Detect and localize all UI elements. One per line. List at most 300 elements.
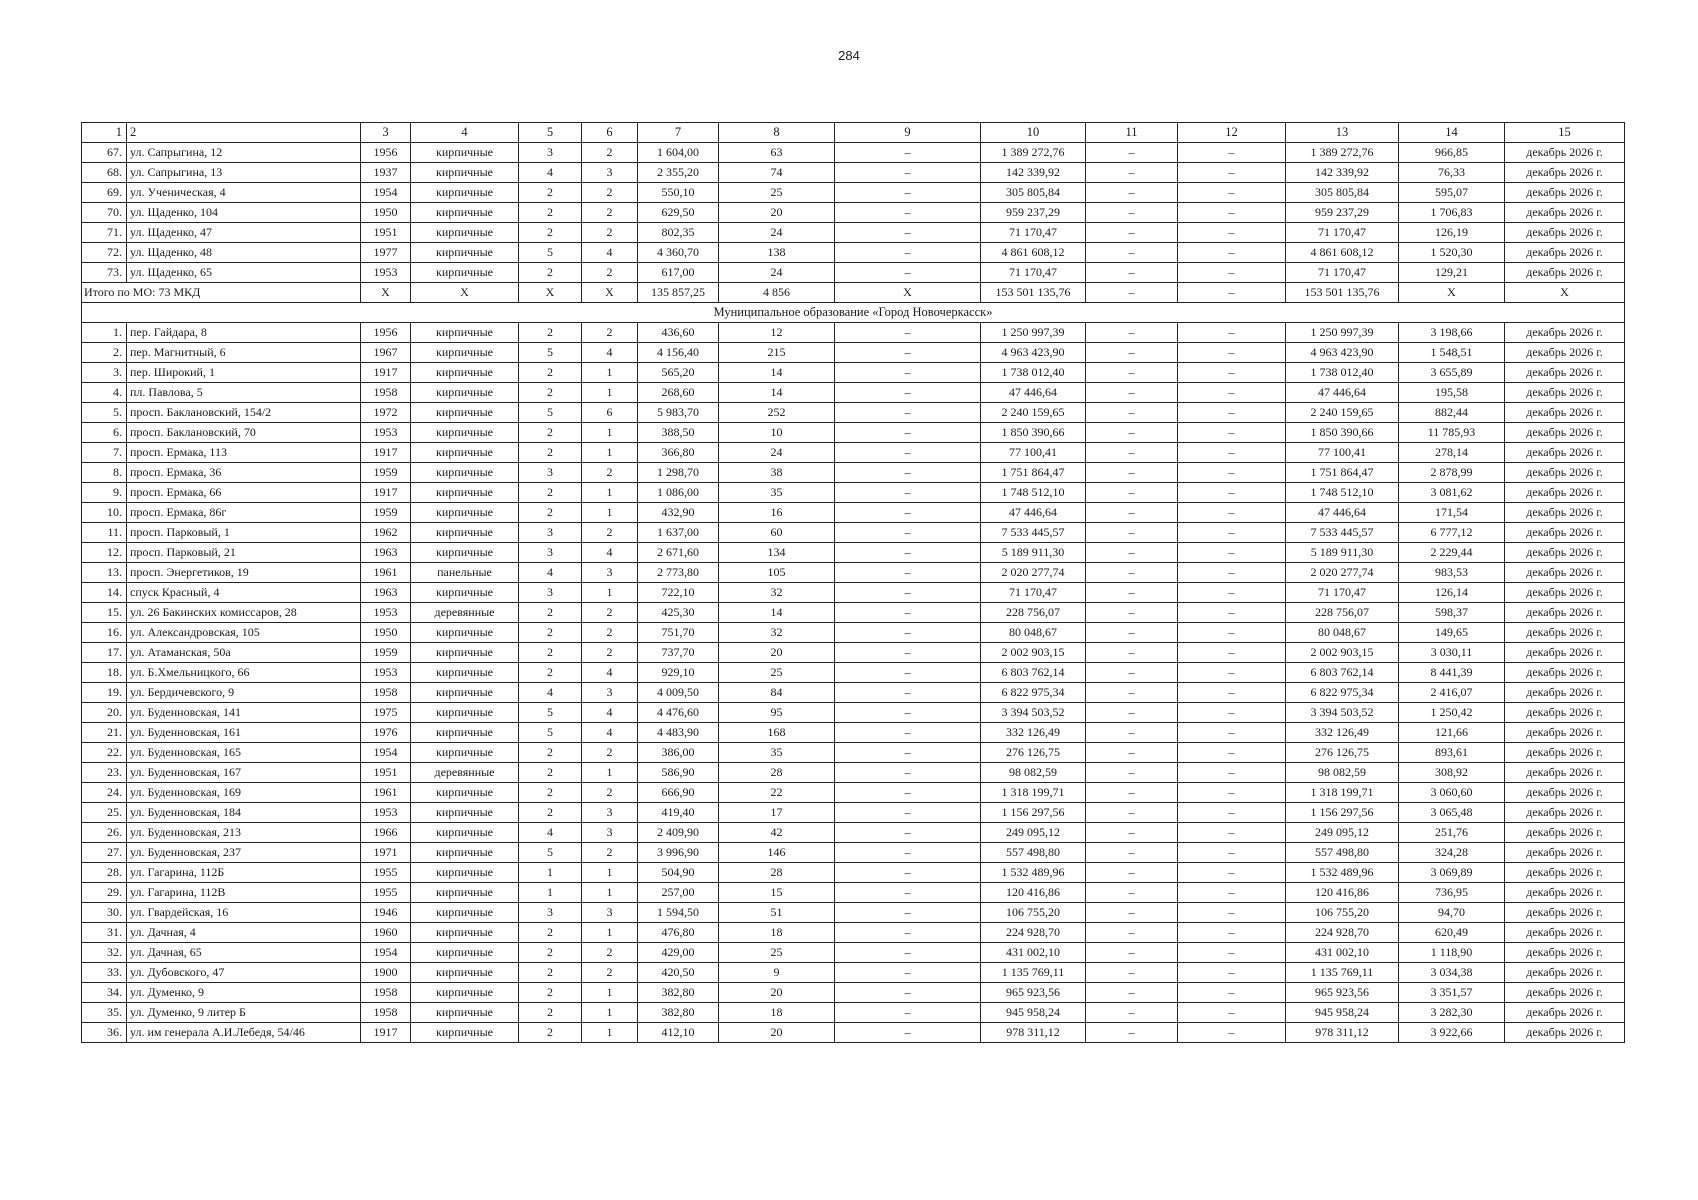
table-cell-col-1: 33. [82, 963, 127, 983]
table-cell-col-9: – [835, 623, 981, 643]
table-cell-col-6: 6 [582, 123, 638, 143]
table-cell-col-14: 620,49 [1399, 923, 1505, 943]
table-cell-col-11: – [1086, 803, 1178, 823]
table-row [82, 943, 1625, 963]
table-cell-col-5: 5 [519, 703, 582, 723]
table-cell-col-4: кирпичные [411, 523, 519, 543]
table-cell-col-14: 126,14 [1399, 583, 1505, 603]
table-cell-col-15: декабрь 2026 г. [1505, 163, 1625, 183]
table-cell-col-4: кирпичные [411, 243, 519, 263]
housing-registry-table [81, 122, 1625, 1043]
table-cell-col-6: 4 [582, 703, 638, 723]
table-cell-col-15: декабрь 2026 г. [1505, 463, 1625, 483]
table-cell-col-10: 305 805,84 [981, 183, 1086, 203]
table-cell-col-14: 121,66 [1399, 723, 1505, 743]
table-cell-col-9: 9 [835, 123, 981, 143]
table-cell-col-9: – [835, 163, 981, 183]
table-cell-col-4: кирпичные [411, 143, 519, 163]
table-cell-col-6: 2 [582, 623, 638, 643]
table-cell-col-7: 2 355,20 [638, 163, 719, 183]
table-cell-col-3: 1959 [361, 643, 411, 663]
table-cell-col-13: 965 923,56 [1286, 983, 1399, 1003]
table-cell-col-10: 332 126,49 [981, 723, 1086, 743]
table-cell-col-8: 51 [719, 903, 835, 923]
table-cell-col-14: 1 520,30 [1399, 243, 1505, 263]
table-cell-col-1: 23. [82, 763, 127, 783]
table-cell-col-12: – [1178, 163, 1286, 183]
table-cell-col-7: 382,80 [638, 1003, 719, 1023]
table-cell-col-13: 71 170,47 [1286, 583, 1399, 603]
table-cell-col-8: 35 [719, 483, 835, 503]
table-row [82, 603, 1625, 623]
table-row [82, 243, 1625, 263]
table-cell-col-4: кирпичные [411, 703, 519, 723]
table-cell-col-3: 1959 [361, 503, 411, 523]
table-cell-col-6: 4 [582, 243, 638, 263]
table-cell-col-1: 22. [82, 743, 127, 763]
table-cell-col-6: 1 [582, 363, 638, 383]
table-cell-col-5: 4 [519, 163, 582, 183]
table-cell-col-11: – [1086, 403, 1178, 423]
table-cell-col-3: 1963 [361, 583, 411, 603]
table-cell-col-6: 1 [582, 923, 638, 943]
table-cell-col-13: 276 126,75 [1286, 743, 1399, 763]
table-cell-col-8: 25 [719, 663, 835, 683]
table-cell-col-13: 959 237,29 [1286, 203, 1399, 223]
table-cell-col-3: 1950 [361, 203, 411, 223]
table-cell-col-9: – [835, 883, 981, 903]
table-cell-col-10: 77 100,41 [981, 443, 1086, 463]
table-cell-col-3: 1953 [361, 423, 411, 443]
table-cell-col-11: – [1086, 703, 1178, 723]
table-row [82, 783, 1625, 803]
table-cell-col-2: ул. Б.Хмельницкого, 66 [127, 663, 361, 683]
table-cell-col-12: – [1178, 443, 1286, 463]
table-cell-col-7: 737,70 [638, 643, 719, 663]
table-cell-col-15: декабрь 2026 г. [1505, 643, 1625, 663]
table-cell-col-7: 4 476,60 [638, 703, 719, 723]
table-cell-col-3: 1900 [361, 963, 411, 983]
table-cell-col-1: 25. [82, 803, 127, 823]
table-cell-col-15: декабрь 2026 г. [1505, 623, 1625, 643]
table-cell-col-2: пер. Широкий, 1 [127, 363, 361, 383]
table-cell-col-10: 2 240 159,65 [981, 403, 1086, 423]
table-cell-col-1: 31. [82, 923, 127, 943]
table-cell-col-5: 5 [519, 403, 582, 423]
table-cell-col-5: 3 [519, 543, 582, 563]
table-cell-col-10: 5 189 911,30 [981, 543, 1086, 563]
table-cell-col-12: – [1178, 603, 1286, 623]
table-cell-col-3: 1937 [361, 163, 411, 183]
table-cell-col-3: 1917 [361, 363, 411, 383]
table-cell-col-11: – [1086, 583, 1178, 603]
table-cell-col-12: – [1178, 563, 1286, 583]
table-cell-col-12: – [1178, 403, 1286, 423]
table-cell-col-10: 1 156 297,56 [981, 803, 1086, 823]
table-cell-col-11: – [1086, 523, 1178, 543]
table-cell-col-13: 71 170,47 [1286, 223, 1399, 243]
table-cell-col-3: 1958 [361, 983, 411, 1003]
table-row [82, 383, 1625, 403]
table-cell-col-7: 432,90 [638, 503, 719, 523]
table-cell-col-7: 1 637,00 [638, 523, 719, 543]
table-cell-col-11: – [1086, 563, 1178, 583]
table-cell-col-11: – [1086, 203, 1178, 223]
table-cell-col-1: 12. [82, 543, 127, 563]
table-cell-col-1: 26. [82, 823, 127, 843]
table-cell-col-14: 1 118,90 [1399, 943, 1505, 963]
table-cell-col-1: 21. [82, 723, 127, 743]
table-cell-col-1: 18. [82, 663, 127, 683]
total-cell-col-8: 4 856 [719, 283, 835, 303]
table-cell-col-10: 2 020 277,74 [981, 563, 1086, 583]
table-cell-col-9: – [835, 403, 981, 423]
table-cell-col-3: 1917 [361, 483, 411, 503]
table-cell-col-11: – [1086, 903, 1178, 923]
table-cell-col-3: 1958 [361, 683, 411, 703]
table-cell-col-14: 195,58 [1399, 383, 1505, 403]
table-cell-col-14: 126,19 [1399, 223, 1505, 243]
table-cell-col-4: кирпичные [411, 363, 519, 383]
table-cell-col-8: 9 [719, 963, 835, 983]
table-cell-col-13: 1 751 864,47 [1286, 463, 1399, 483]
table-row [82, 403, 1625, 423]
table-cell-col-8: 16 [719, 503, 835, 523]
table-cell-col-6: 2 [582, 463, 638, 483]
table-cell-col-14: 2 229,44 [1399, 543, 1505, 563]
table-cell-col-2: просп. Энергетиков, 19 [127, 563, 361, 583]
table-cell-col-2: ул. Щаденко, 48 [127, 243, 361, 263]
table-cell-col-13: 6 803 762,14 [1286, 663, 1399, 683]
table-cell-col-9: – [835, 503, 981, 523]
table-cell-col-10: 1 250 997,39 [981, 323, 1086, 343]
table-cell-col-7: 565,20 [638, 363, 719, 383]
table-cell-col-14: 11 785,93 [1399, 423, 1505, 443]
table-cell-col-1: 10. [82, 503, 127, 523]
table-cell-col-7: 5 983,70 [638, 403, 719, 423]
table-cell-col-12: – [1178, 983, 1286, 1003]
table-cell-col-15: декабрь 2026 г. [1505, 943, 1625, 963]
table-cell-col-10: 1 751 864,47 [981, 463, 1086, 483]
table-row [82, 583, 1625, 603]
table-cell-col-6: 2 [582, 263, 638, 283]
table-cell-col-3: 1972 [361, 403, 411, 423]
table-cell-col-14: 3 282,30 [1399, 1003, 1505, 1023]
table-cell-col-12: – [1178, 763, 1286, 783]
table-cell-col-10: 1 532 489,96 [981, 863, 1086, 883]
table-cell-col-14: 129,21 [1399, 263, 1505, 283]
table-cell-col-7: 802,35 [638, 223, 719, 243]
table-cell-col-7: 420,50 [638, 963, 719, 983]
table-cell-col-11: – [1086, 543, 1178, 563]
table-cell-col-10: 1 318 199,71 [981, 783, 1086, 803]
table-cell-col-10: 106 755,20 [981, 903, 1086, 923]
table-cell-col-11: 11 [1086, 123, 1178, 143]
table-cell-col-9: – [835, 663, 981, 683]
table-cell-col-1: 15. [82, 603, 127, 623]
table-cell-col-4: кирпичные [411, 203, 519, 223]
table-cell-col-12: – [1178, 923, 1286, 943]
table-cell-col-8: 35 [719, 743, 835, 763]
table-cell-col-8: 32 [719, 623, 835, 643]
table-cell-col-6: 1 [582, 423, 638, 443]
table-cell-col-11: – [1086, 863, 1178, 883]
table-cell-col-15: декабрь 2026 г. [1505, 483, 1625, 503]
table-cell-col-4: кирпичные [411, 923, 519, 943]
table-cell-col-15: декабрь 2026 г. [1505, 843, 1625, 863]
table-cell-col-12: – [1178, 203, 1286, 223]
table-cell-col-12: – [1178, 643, 1286, 663]
table-cell-col-8: 38 [719, 463, 835, 483]
table-cell-col-14: 983,53 [1399, 563, 1505, 583]
table-cell-col-11: – [1086, 183, 1178, 203]
table-cell-col-7: 386,00 [638, 743, 719, 763]
table-cell-col-4: кирпичные [411, 163, 519, 183]
table-cell-col-6: 4 [582, 723, 638, 743]
table-cell-col-7: 504,90 [638, 863, 719, 883]
table-cell-col-13: 557 498,80 [1286, 843, 1399, 863]
total-cell-col-9: X [835, 283, 981, 303]
table-cell-col-3: 1960 [361, 923, 411, 943]
table-cell-col-11: – [1086, 503, 1178, 523]
table-cell-col-7: 412,10 [638, 1023, 719, 1043]
table-cell-col-3: 1959 [361, 463, 411, 483]
table-cell-col-15: декабрь 2026 г. [1505, 923, 1625, 943]
table-cell-col-3: 1951 [361, 763, 411, 783]
table-cell-col-3: 1917 [361, 1023, 411, 1043]
table-cell-col-8: 14 [719, 603, 835, 623]
table-cell-col-2: ул. Думенко, 9 литер Б [127, 1003, 361, 1023]
table-cell-col-2: ул. Сапрыгина, 13 [127, 163, 361, 183]
table-cell-col-13: 1 318 199,71 [1286, 783, 1399, 803]
table-cell-col-2: ул. им генерала А.И.Лебедя, 54/46 [127, 1023, 361, 1043]
table-cell-col-3: 1961 [361, 563, 411, 583]
table-cell-col-8: 24 [719, 443, 835, 463]
table-cell-col-4: панельные [411, 563, 519, 583]
table-cell-col-6: 3 [582, 163, 638, 183]
table-row [82, 963, 1625, 983]
table-cell-col-12: – [1178, 523, 1286, 543]
table-cell-col-7: 586,90 [638, 763, 719, 783]
table-cell-col-4: кирпичные [411, 963, 519, 983]
table-cell-col-3: 1958 [361, 383, 411, 403]
table-cell-col-14: 6 777,12 [1399, 523, 1505, 543]
table-cell-col-8: 14 [719, 363, 835, 383]
table-cell-col-1: 68. [82, 163, 127, 183]
table-cell-col-3: 1975 [361, 703, 411, 723]
table-cell-col-6: 4 [582, 543, 638, 563]
table-cell-col-9: – [835, 703, 981, 723]
table-cell-col-2: просп. Парковый, 21 [127, 543, 361, 563]
table-cell-col-11: – [1086, 383, 1178, 403]
table-row [82, 543, 1625, 563]
table-cell-col-5: 2 [519, 743, 582, 763]
table-cell-col-1: 73. [82, 263, 127, 283]
table-cell-col-13: 13 [1286, 123, 1399, 143]
table-cell-col-9: – [835, 363, 981, 383]
table-cell-col-11: – [1086, 323, 1178, 343]
table-cell-col-2: ул. Буденновская, 213 [127, 823, 361, 843]
table-cell-col-15: декабрь 2026 г. [1505, 983, 1625, 1003]
table-cell-col-11: – [1086, 483, 1178, 503]
table-row [82, 1023, 1625, 1043]
table-cell-col-14: 2 416,07 [1399, 683, 1505, 703]
table-cell-col-2: ул. Буденновская, 167 [127, 763, 361, 783]
table-cell-col-4: кирпичные [411, 503, 519, 523]
table-cell-col-15: декабрь 2026 г. [1505, 603, 1625, 623]
table-cell-col-5: 5 [519, 123, 582, 143]
table-cell-col-9: – [835, 943, 981, 963]
table-cell-col-4: кирпичные [411, 983, 519, 1003]
table-cell-col-3: 1966 [361, 823, 411, 843]
table-cell-col-5: 2 [519, 663, 582, 683]
table-cell-col-6: 6 [582, 403, 638, 423]
table-cell-col-12: – [1178, 863, 1286, 883]
table-cell-col-4: кирпичные [411, 1003, 519, 1023]
table-cell-col-4: кирпичные [411, 483, 519, 503]
table-cell-col-1: 30. [82, 903, 127, 923]
table-cell-col-2: просп. Ермака, 113 [127, 443, 361, 463]
table-cell-col-7: 257,00 [638, 883, 719, 903]
table-cell-col-12: – [1178, 1003, 1286, 1023]
table-cell-col-4: кирпичные [411, 743, 519, 763]
total-cell-col-11: – [1086, 283, 1178, 303]
table-cell-col-5: 2 [519, 263, 582, 283]
table-cell-col-9: – [835, 243, 981, 263]
table-cell-col-6: 3 [582, 823, 638, 843]
table-cell-col-3: 1955 [361, 883, 411, 903]
table-cell-col-6: 2 [582, 603, 638, 623]
table-cell-col-14: 3 081,62 [1399, 483, 1505, 503]
table-cell-col-9: – [835, 723, 981, 743]
table-cell-col-10: 978 311,12 [981, 1023, 1086, 1043]
table-cell-col-7: 929,10 [638, 663, 719, 683]
table-cell-col-3: 1954 [361, 943, 411, 963]
table-cell-col-12: – [1178, 583, 1286, 603]
table-cell-col-10: 80 048,67 [981, 623, 1086, 643]
table-row [82, 723, 1625, 743]
table-row [82, 863, 1625, 883]
table-row [82, 903, 1625, 923]
table-cell-col-14: 3 060,60 [1399, 783, 1505, 803]
table-row [82, 623, 1625, 643]
table-cell-col-1: 34. [82, 983, 127, 1003]
table-cell-col-1: 71. [82, 223, 127, 243]
table-cell-col-13: 4 861 608,12 [1286, 243, 1399, 263]
table-cell-col-12: – [1178, 803, 1286, 823]
table-cell-col-1: 35. [82, 1003, 127, 1023]
table-cell-col-5: 1 [519, 863, 582, 883]
table-row [82, 463, 1625, 483]
table-cell-col-4: кирпичные [411, 1023, 519, 1043]
table-cell-col-4: деревянные [411, 603, 519, 623]
table-cell-col-5: 3 [519, 143, 582, 163]
table-cell-col-15: декабрь 2026 г. [1505, 203, 1625, 223]
table-cell-col-15: декабрь 2026 г. [1505, 863, 1625, 883]
table-cell-col-13: 120 416,86 [1286, 883, 1399, 903]
table-cell-col-13: 228 756,07 [1286, 603, 1399, 623]
table-cell-col-3: 1971 [361, 843, 411, 863]
table-cell-col-14: 251,76 [1399, 823, 1505, 843]
table-cell-col-7: 4 483,90 [638, 723, 719, 743]
table-row [82, 143, 1625, 163]
table-cell-col-15: декабрь 2026 г. [1505, 683, 1625, 703]
table-cell-col-8: 22 [719, 783, 835, 803]
page-number: 284 [838, 48, 860, 63]
table-cell-col-6: 2 [582, 843, 638, 863]
table-cell-col-6: 1 [582, 763, 638, 783]
table-cell-col-15: декабрь 2026 г. [1505, 963, 1625, 983]
table-cell-col-10: 1 389 272,76 [981, 143, 1086, 163]
table-cell-col-11: – [1086, 723, 1178, 743]
table-cell-col-2: просп. Парковый, 1 [127, 523, 361, 543]
table-cell-col-10: 224 928,70 [981, 923, 1086, 943]
table-cell-col-1: 11. [82, 523, 127, 543]
table-cell-col-5: 2 [519, 323, 582, 343]
table-cell-col-14: 3 069,89 [1399, 863, 1505, 883]
table-cell-col-5: 2 [519, 623, 582, 643]
table-cell-col-10: 4 963 423,90 [981, 343, 1086, 363]
table-cell-col-6: 3 [582, 683, 638, 703]
table-cell-col-11: – [1086, 883, 1178, 903]
table-cell-col-10: 10 [981, 123, 1086, 143]
table-cell-col-4: кирпичные [411, 543, 519, 563]
table-cell-col-15: декабрь 2026 г. [1505, 243, 1625, 263]
table-cell-col-13: 2 002 903,15 [1286, 643, 1399, 663]
table-cell-col-2: просп. Баклановский, 154/2 [127, 403, 361, 423]
table-cell-col-2: ул. Гвардейская, 16 [127, 903, 361, 923]
table-cell-col-4: кирпичные [411, 683, 519, 703]
table-cell-col-7: 629,50 [638, 203, 719, 223]
table-cell-col-8: 20 [719, 983, 835, 1003]
table-cell-col-4: кирпичные [411, 783, 519, 803]
table-row [82, 163, 1625, 183]
table-cell-col-8: 32 [719, 583, 835, 603]
table-cell-col-10: 945 958,24 [981, 1003, 1086, 1023]
total-cell-col-12: – [1178, 283, 1286, 303]
table-cell-col-7: 429,00 [638, 943, 719, 963]
table-cell-col-5: 2 [519, 763, 582, 783]
table-cell-col-4: деревянные [411, 763, 519, 783]
table-row [82, 703, 1625, 723]
table-cell-col-10: 47 446,64 [981, 503, 1086, 523]
table-cell-col-11: – [1086, 243, 1178, 263]
total-cell-col-15: X [1505, 283, 1625, 303]
table-cell-col-7: 382,80 [638, 983, 719, 1003]
table-cell-col-2: ул. Щаденко, 104 [127, 203, 361, 223]
table-cell-col-9: – [835, 523, 981, 543]
table-cell-col-6: 1 [582, 1003, 638, 1023]
table-cell-col-15: 15 [1505, 123, 1625, 143]
table-cell-col-14: 3 034,38 [1399, 963, 1505, 983]
table-cell-col-2: ул. Буденновская, 141 [127, 703, 361, 723]
table-cell-col-3: 1950 [361, 623, 411, 643]
table-cell-col-11: – [1086, 923, 1178, 943]
table-cell-col-7: 2 409,90 [638, 823, 719, 843]
table-cell-col-7: 366,80 [638, 443, 719, 463]
table-cell-col-4: кирпичные [411, 183, 519, 203]
table-row [82, 183, 1625, 203]
table-cell-col-1: 27. [82, 843, 127, 863]
table-cell-col-2: пер. Магнитный, 6 [127, 343, 361, 363]
table-cell-col-12: – [1178, 463, 1286, 483]
table-cell-col-11: – [1086, 363, 1178, 383]
table-cell-col-15: декабрь 2026 г. [1505, 363, 1625, 383]
table-cell-col-11: – [1086, 163, 1178, 183]
table-cell-col-15: декабрь 2026 г. [1505, 403, 1625, 423]
table-cell-col-6: 2 [582, 943, 638, 963]
table-cell-col-8: 74 [719, 163, 835, 183]
